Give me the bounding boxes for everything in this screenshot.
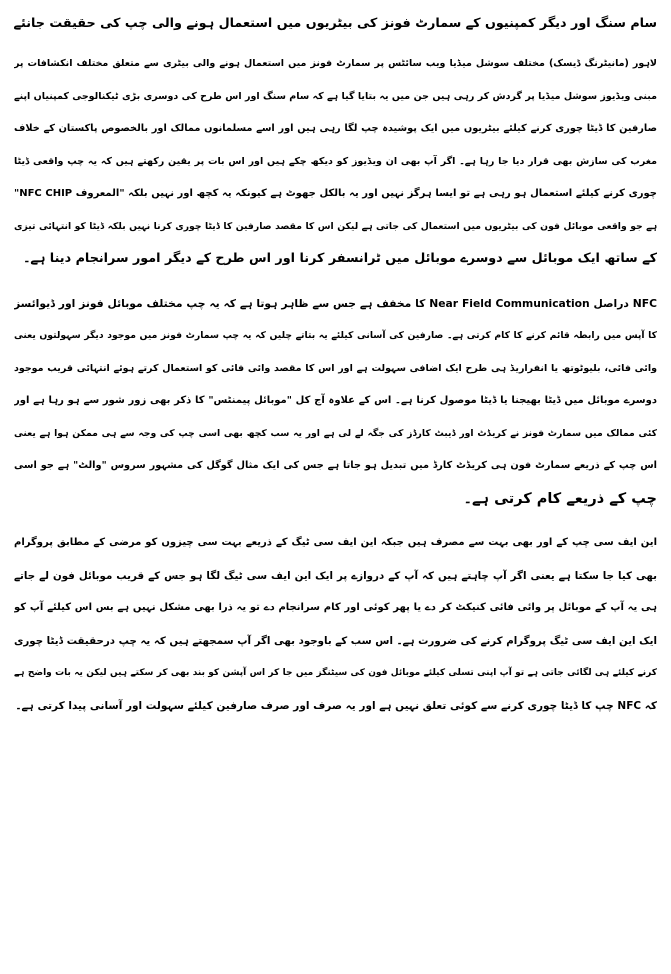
paragraph-line: کہ NFC چپ کا ڈیٹا چوری کرنے سے کوئی تعلق نہیں ہے اور یہ صرف اور صرف صارفین کیلئے سہولت اور آسانی پیدا کرتی ہے۔ <box>15 699 657 712</box>
paragraph-line: لاہور (مانیٹرنگ ڈیسک) مختلف سوشل میڈیا ویب سائٹس پر سمارٹ فونز میں استعمال ہونے والی بیٹری سے متعلق مختلف انکشافات پر <box>14 58 657 69</box>
paragraph-line: ہے جو واقعی موبائل فون کی بیٹریوں میں استعمال کی جاتی ہے لیکن اس کا مقصد صارفین کا ڈیٹا چوری کرنا نہیں بلکہ ڈیٹا کو انتہائی تیزی <box>14 220 657 232</box>
paragraph-line: مغرب کی سازش بھی قرار دیا جا رہا ہے۔ اگر آپ بھی ان ویڈیوز کو دیکھ چکے ہیں اور اس بات پر یقین رکھتے ہیں کہ یہ چپ واقعی ڈیٹا <box>14 155 657 167</box>
article-paragraph-2 <box>14 288 657 516</box>
paragraph-line: دوسرے موبائل میں ڈیٹا بھیجنا یا ڈیٹا موصول کرنا ہے۔ اس کے علاوہ آج کل "موبائل پیمنٹس" کا ذکر بھی زور شور سے ہو رہا ہے اور <box>14 395 657 406</box>
paragraph-line: اس چپ کے ذریعے سمارٹ فون ہی کریڈٹ کارڈ میں تبدیل ہو جاتا ہے جس کی ایک مثال گوگل کی مشہور سروس "والٹ" ہے جو اسی <box>14 460 657 471</box>
paragraph-line: کا آپس میں رابطہ قائم کرنے کا کام کرتی ہے۔ صارفین کی آسانی کیلئے یہ بتاتے چلیں کہ یہ چپ سمارٹ فونز میں موجود دیگر سہولتوں یعنی <box>14 330 657 341</box>
paragraph-line: کے ساتھ ایک موبائل سے دوسرے موبائل میں ٹرانسفر کرنا اور اس طرح کے دیگر امور سرانجام دینا ہے۔ <box>22 251 657 266</box>
article-paragraph-1 <box>14 48 657 276</box>
paragraph-line: ہی یہ آپ کے موبائل پر وائی فائی کنیکٹ کر دے یا پھر کوئی اور کام سرانجام دے تو یہ ذرا بھی مشکل نہیں ہے بس اس کیلئے آپ کو <box>14 602 657 613</box>
paragraph-line: چوری کرنے کیلئے استعمال ہو رہی ہے تو ایسا ہرگز نہیں اور یہ بالکل جھوٹ ہے کیونکہ یہ کچھ اور نہیں بلکہ "المعروف NFC CHIP" <box>14 188 657 199</box>
article-headline: سام سنگ اور دیگر کمپنیوں کے سمارٹ فونز کی بیٹریوں میں استعمال ہونے والی چپ کی حقیقت جانئے <box>13 16 657 31</box>
paragraph-line: صارفین کا ڈیٹا چوری کرنے کیلئے بیٹریوں میں ایک پوشیدہ چپ لگا رہی ہیں اور اسے مسلمانوں ممالک اور بالخصوص پاکستان کے خلاف <box>14 123 657 134</box>
paragraph-line: ایک این ایف سی ٹیگ پروگرام کرنے کی ضرورت ہے۔ اس سب کے باوجود بھی اگر آپ سمجھتے ہیں کہ یہ چپ درحقیقت ڈیٹا چوری <box>14 634 657 647</box>
paragraph-line: NFC دراصل Near Field Communication کا مخفف ہے جس سے ظاہر ہوتا ہے کہ یہ چپ مختلف موبائل فونز اور ڈیوائسز <box>14 296 657 310</box>
paragraph-line: بھی کیا جا سکتا ہے یعنی اگر آپ چاہتے ہیں کہ آپ کے دروازے پر ایک این ایف سی ٹیگ لگا ہو جس کے قریب موبائل فون لے جاتے <box>14 569 657 582</box>
paragraph-line: وائی فائی، بلیوٹوتھ یا انفراریڈ ہی طرح ایک اضافی سہولت ہے اور اس کا مقصد وائی فائی کو استعمال کرتے ہوئے انتہائی قریب موجود <box>14 362 657 374</box>
paragraph-line: این ایف سی چپ کے اور بھی بہت سے مصرف ہیں جبکہ این ایف سی ٹیگ کے ذریعے بہت سی چیزوں کو مرضی کے مطابق پروگرام <box>14 537 657 548</box>
paragraph-line: چپ کے ذریعے کام کرتی ہے۔ <box>463 490 657 507</box>
paragraph-line: مبنی ویڈیوز سوشل میڈیا پر گردش کر رہی ہیں جن میں یہ بتایا گیا ہے کہ سام سنگ اور اس طرح کی دوسری بڑی ٹیکنالوجی کمپنیاں اپنے <box>14 90 657 102</box>
paragraph-line: کئی ممالک میں سمارٹ فونز نے کریڈٹ اور ڈیبٹ کارڈز کی جگہ لے لی ہے اور یہ سب کچھ بھی اسی چپ کی وجہ سے ہی ممکن ہوا ہے یعنی <box>14 427 657 439</box>
paragraph-line: کرنے کیلئے ہی لگائی جاتی ہے تو آپ اپنی تسلی کیلئے موبائل فون کی سیٹنگز میں جا کر اس آپشن کو بند بھی کر سکتے ہیں لیکن یہ بات واضح ہے <box>14 668 657 678</box>
article-paragraph-3 <box>14 527 657 722</box>
